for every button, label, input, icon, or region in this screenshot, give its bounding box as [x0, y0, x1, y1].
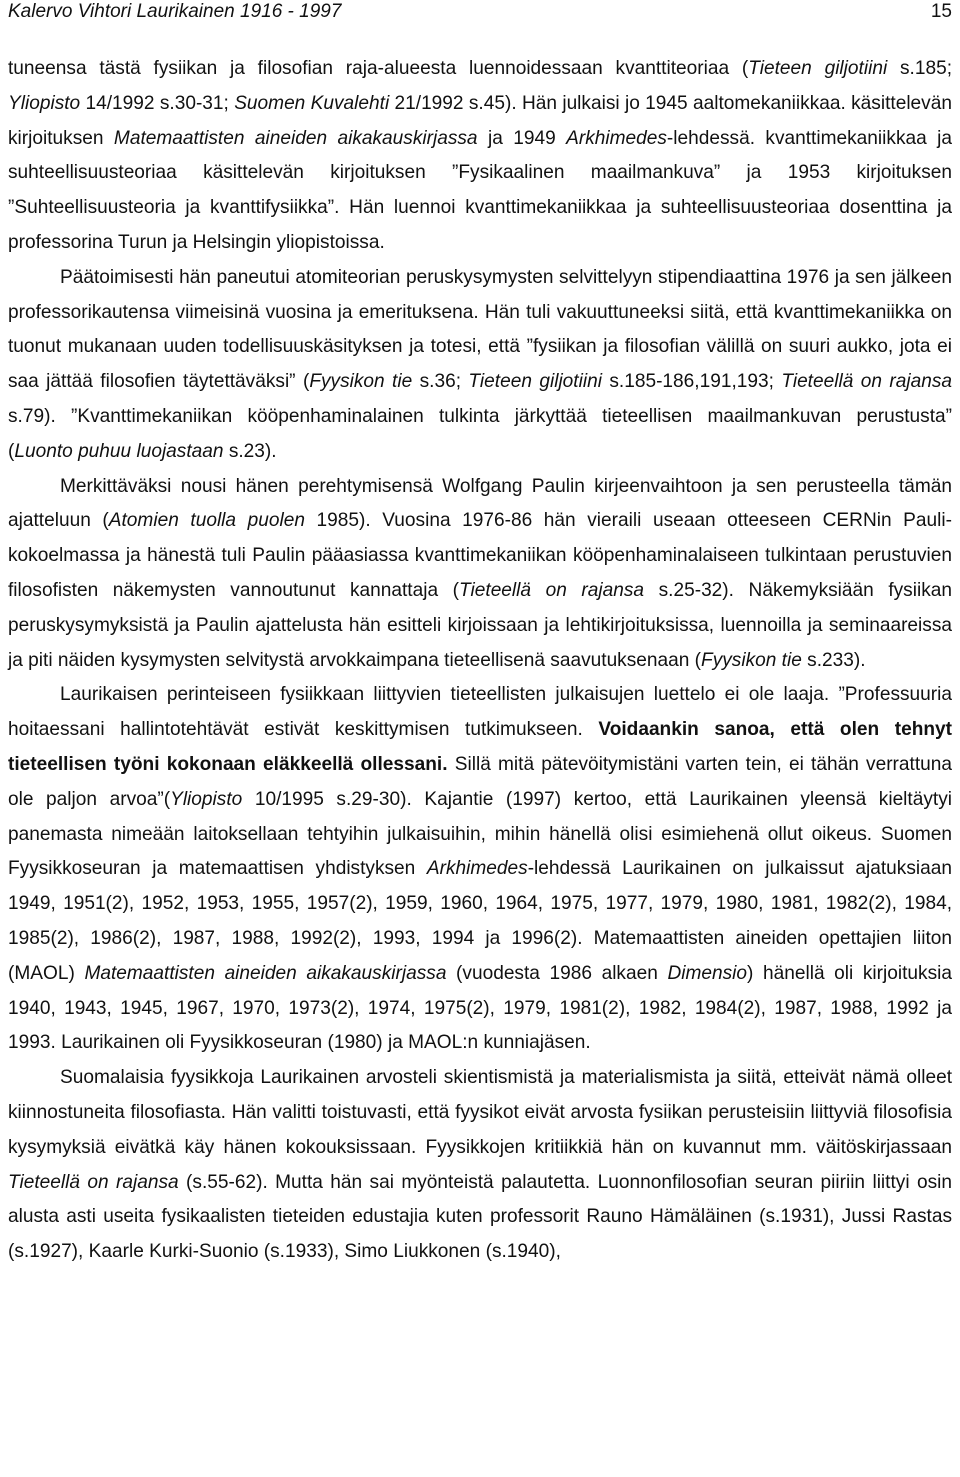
- italic-citation: Tieteen giljotiini: [468, 371, 602, 393]
- text-run: (vuodesta 1986 alkaen: [446, 962, 668, 984]
- text-run: Laurikaisen perinteiseen fysiikkaan liittyvien tieteellisten julkaisujen luettelo ei ole laaja. ”Professuuria hoitaessani hallintotehtävät estivät keskittymisen tutkimukseen.: [8, 684, 952, 741]
- italic-citation: Matemaattisten aineiden aikakauskirjassa: [84, 962, 447, 984]
- italic-citation: Yliopisto: [170, 788, 243, 810]
- text-run: s.36;: [412, 371, 469, 393]
- italic-citation: Fyysikon tie: [309, 371, 413, 393]
- italic-citation: Matemaattisten aineiden aikakauskirjassa: [113, 127, 478, 149]
- text-run: s.23).: [223, 440, 277, 462]
- bold-quote: Voidaankin sanoa, että olen tehnyt tieteellisen työni kokonaan eläkkeellä ollessani.: [8, 719, 952, 775]
- text-run: 14/1992 s.30-31;: [80, 92, 235, 114]
- italic-citation: Atomien tuolla puolen: [108, 510, 305, 532]
- text-run: 21/1992 s.45). Hän julkaisi jo 1945 aaltomekaniikkaa. käsittelevän kirjoituksen: [8, 92, 952, 149]
- text-run: -lehdessä Laurikainen on julkaissut ajatuksiaan 1949, 1951(2), 1952, 1953, 1955, 1957(2), 1959, 1960, 1964, 1975, 1977, 1979, 1980, 1981, 1982(2), 1984, 1985(2), 1986(2), 1987, 1988, 1992(2), 1993, 1994 ja 1996(2). Matemaattisten aineiden opettajien liiton (MAOL): [8, 858, 952, 984]
- text-run: Suomalaisia fyysikkoja Laurikainen arvosteli skientismistä ja materialismista ja siitä, etteivät nämä olleet kiinnostuneita filosofiasta. Hän valitti toistuvasti, että fyysikot eivät arvosta fysiikan perusteisiin liittyviä filosofisia kysymyksiä eivätkä käy hänen kokouksissaan. Fyysikkojen kritiikkiä hän on kuvannut mm. väitöskirjassaan: [8, 1067, 952, 1158]
- text-run: s.79). ”Kvanttimekaniikan kööpenhaminalainen tulkinta järkyttää tieteellisen maailmankuvan perustusta” (: [8, 405, 952, 462]
- body-text: [8, 52, 952, 1270]
- running-header: [8, 0, 952, 24]
- page-number: 15: [930, 1, 952, 22]
- italic-citation: Luonto puhuu luojastaan: [14, 440, 224, 462]
- text-run: ja 1949: [477, 127, 567, 149]
- text-run: 1985). Vuosina 1976-86 hän vieraili useaan otteeseen CERNin Pauli-kokoelmassa ja hänestä tuli Paulin pääasiassa kvanttimekaniikan kööpenhaminalaiseen tulkintaan perustuvien filosofisten näkemysten vannoutunut kannattaja (: [8, 510, 952, 601]
- text-run: Merkittäväksi nousi hänen perehtymisensä Wolfgang Paulin kirjeenvaihtoon ja sen perusteella tämän ajatteluun (: [8, 475, 952, 532]
- document-page: [8, 0, 952, 1270]
- italic-citation: Arkhimedes: [426, 858, 528, 880]
- italic-citation: Fyysikon tie: [701, 649, 802, 671]
- paragraph-critique: [8, 1061, 952, 1270]
- text-run: Sillä mitä pätevöitymistäni varten tein, ei tähän verrattuna ole paljon arvoa”(: [8, 753, 952, 810]
- paragraph-publications: [8, 678, 952, 1061]
- text-run: (s.55-62). Mutta hän sai myönteistä palautetta. Luonnonfilosofian seuran piiriin liittyi osin alusta asti useita fysikaalisten tieteiden edustajia kuten professorit Rauno Hämäläinen (s.1931), Jussi Rastas (s.1927), Kaarle Kurki-Suonio (s.1933), Simo Liukkonen (s.1940),: [8, 1171, 952, 1263]
- italic-citation: Tieteellä on rajansa: [8, 1171, 179, 1193]
- italic-citation: Tieteellä on rajansa: [781, 371, 952, 393]
- running-title: Kalervo Vihtori Laurikainen 1916 - 1997: [8, 1, 342, 22]
- italic-citation: Dimensio: [667, 962, 748, 984]
- text-run: -lehdessä. kvanttimekaniikkaa ja suhteellisuusteoriaa käsittelevän kirjoituksen ”Fysikaalinen maailmankuva” ja 1953 kirjoituksen ”Suhteellisuusteoria ja kvanttifysiikka”. Hän luennoi kvanttimekaniikkaa ja suhteellisuusteoriaa dosenttina ja professorina Turun ja Helsingin yliopistoissa.: [8, 127, 952, 253]
- paragraph-continuation: [8, 52, 952, 261]
- paragraph-pauli: [8, 470, 952, 679]
- text-run: s.233).: [801, 649, 866, 671]
- italic-citation: Yliopisto: [8, 92, 81, 114]
- text-run: s.25-32). Näkemyksiään fysiikan peruskysymyksistä ja Paulin ajattelusta hän esitteli kirjoissaan ja lehtikirjoituksissa, luennoilla ja seminaareissa ja piti näiden kysymysten selvitystä arvokkaimpana tieteellisenä saavutuksenaan (: [8, 579, 952, 671]
- italic-citation: Arkhimedes: [566, 127, 667, 149]
- italic-citation: Tieteellä on rajansa: [459, 579, 645, 601]
- italic-citation: Tieteen giljotiini: [748, 58, 888, 79]
- text-run: ) hänellä oli kirjoituksia 1940, 1943, 1945, 1967, 1970, 1973(2), 1974, 1975(2), 1979, 1981(2), 1982, 1984(2), 1987, 1988, 1992 ja 1993. Laurikainen oli Fyysikkoseuran (1980) ja MAOL:n kunniajäsen.: [8, 962, 952, 1054]
- text-run: s.185-186,191,193;: [601, 371, 782, 393]
- text-run: Päätoimisesti hän paneutui atomiteorian peruskysymysten selvittelyyn stipendiaattina 1976 ja sen jälkeen professorikautensa viimeisinä vuosina ja emerituksena. Hän tuli vakuuttuneeksi siitä, että kvanttimekaniikka on tuonut mukanaan uuden todellisuuskäsityksen ja totesi, että ”fysiikan ja filosofian välillä on suuri aukko, jota ei saa jättää filosofien täytettäväksi” (: [8, 266, 952, 393]
- text-run: 10/1995 s.29-30). Kajantie (1997) kertoo, että Laurikainen yleensä kieltäytyi panemasta nimeään laitoksellaan tehtyihin julkaisuihin, mihin hänellä olisi esimiehenä ollut oikeus. Suomen Fyysikkoseuran ja matemaattisen yhdistyksen: [8, 788, 952, 880]
- text-run: tuneensa tästä fysiikan ja filosofian raja-alueesta luennoidessaan kvanttiteoriaa (: [8, 58, 749, 79]
- italic-citation: Suomen Kuvalehti: [234, 92, 390, 114]
- text-run: s.185;: [887, 58, 953, 79]
- paragraph-atomic-theory: [8, 261, 952, 470]
